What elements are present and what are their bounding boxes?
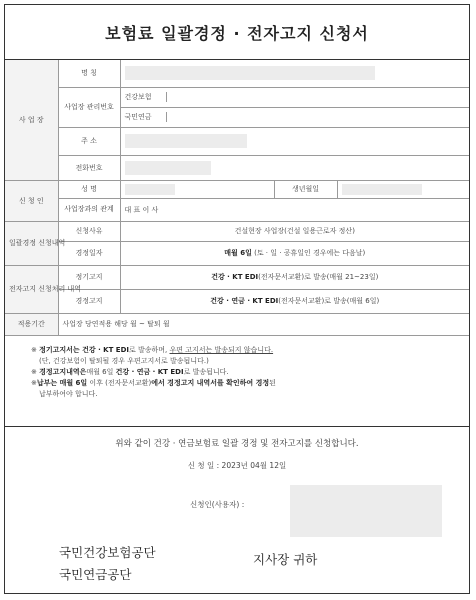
business-name-label: 명 칭 <box>58 60 120 87</box>
national-pension-row <box>120 107 469 127</box>
birthdate-label: 생년월일 <box>274 180 337 198</box>
applicant-section-label: 신 청 인 <box>5 180 58 221</box>
org-health-insurance: 국민건강보험공단 <box>59 545 156 560</box>
notice-section-label: 전자고지 신청처리 내역 <box>5 265 58 313</box>
business-section-label: 사 업 장 <box>5 60 58 180</box>
recipient-line: 지사장 귀하 <box>253 552 318 567</box>
title-row <box>5 5 469 60</box>
correction-notice-value: 건강 · 연금 · KT EDI(전자문서교환)로 발송(매월 6일) <box>120 289 469 313</box>
regular-notice-label: 정기고지 <box>58 265 120 289</box>
national-pension-label: 국민연금 <box>121 112 167 122</box>
note-regular-notice-exception: (단, 건강보험이 탈퇴될 경우 우편고지서로 발송됩니다.) <box>39 357 209 365</box>
reason-label: 신청사유 <box>58 221 120 241</box>
application-form <box>4 4 470 594</box>
note-correction-notice: ※ 경정고지내역은매월 6일 건강 · 연금 · KT EDI로 발송됩니다. <box>31 368 229 376</box>
note-payment: ※납부는 매월 6일 이후 (전자문서교환)에서 경정고지 내역서를 확인하여 경정된 <box>31 379 276 387</box>
redacted-business-name <box>125 66 375 80</box>
redacted-signature <box>290 485 442 537</box>
relation-value: 대 표 이 사 <box>120 198 469 221</box>
application-date: 신 청 일 : 2023년 04월 12일 <box>187 461 287 470</box>
relation-label: 사업장과의 관계 <box>58 198 120 221</box>
correction-notice-label: 경정고지 <box>58 289 120 313</box>
address-value <box>120 127 469 155</box>
note-regular-notice: ※ 정기고지서는 건강 · KT EDI로 발송하며, 우편 고지서는 발송되지 않습니다. <box>31 346 274 354</box>
redacted-address <box>125 134 247 148</box>
health-insurance-label: 건강보험 <box>121 92 167 102</box>
birthdate-value <box>337 180 469 198</box>
form-title: 보험료 일괄경정 · 전자고지 신청서 <box>105 23 369 43</box>
correction-date-value: 매월 6일 (토 · 일 · 공휴일인 경우에는 다음날) <box>120 241 469 265</box>
redacted-birthdate <box>342 184 422 195</box>
phone-value <box>120 155 469 180</box>
address-label: 주 소 <box>58 127 120 155</box>
period-value: 사업장 당연적용 해당 월 ~ 탈퇴 월 <box>58 313 469 335</box>
correction-date-label: 경정일자 <box>58 241 120 265</box>
redacted-applicant-name <box>125 184 175 195</box>
correction-section-label: 일괄경정 신청내역 <box>5 221 58 265</box>
business-name-value <box>120 60 469 87</box>
mgmt-number-label: 사업장 관리번호 <box>58 87 120 127</box>
phone-label: 전화번호 <box>58 155 120 180</box>
form-grid <box>5 60 469 336</box>
notes-section <box>5 335 469 427</box>
redacted-phone <box>125 161 211 175</box>
org-national-pension: 국민연금공단 <box>59 567 132 582</box>
declaration-text: 위와 같이 건강 · 연금보험료 일괄 경정 및 전자고지를 신청합니다. <box>115 439 359 449</box>
health-insurance-row <box>120 87 469 107</box>
applicant-name-label: 성 명 <box>58 180 120 198</box>
reason-value: 건설현장 사업장(건설 일용근로자 정산) <box>120 221 469 241</box>
applicant-name-value <box>120 180 274 198</box>
applicant-signature-label: 신청인(사용자) : <box>190 500 245 509</box>
regular-notice-value: 건강 · KT EDI(전자문서교환)로 발송(매월 21~23일) <box>120 265 469 289</box>
period-label: 적용기간 <box>5 313 58 335</box>
note-payment-continued: 납부하여야 합니다. <box>39 390 98 398</box>
